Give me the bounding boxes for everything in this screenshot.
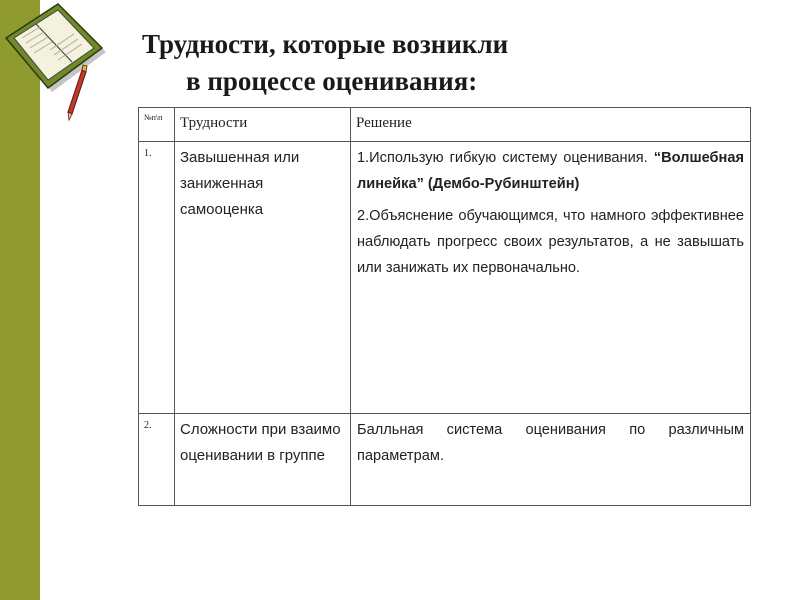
solution-cell <box>351 414 751 506</box>
difficulty-cell: Сложности при взаимо оценивании в группе <box>175 414 351 506</box>
table-row <box>139 414 751 506</box>
title-line-2: в процессе оценивания: <box>186 66 478 96</box>
row-number: 2. <box>139 414 175 506</box>
difficulties-table <box>138 107 751 506</box>
solution-p1-plain: 1.Использую гибкую систему оценивания. <box>357 150 648 166</box>
solution-p1-bold: “Волшебная линейка” (Дембо-Рубинштейн) <box>357 150 744 192</box>
header-solution: Решение <box>351 108 751 142</box>
difficulty-cell: Завышенная или заниженная самооценка <box>175 142 351 414</box>
solution-paragraph: Балльная система оценивания по различным параметрам. <box>357 422 744 464</box>
row-number: 1. <box>139 142 175 414</box>
title-line-1: Трудности, которые возникли <box>142 29 509 59</box>
table-header-row <box>139 108 751 142</box>
solution-paragraph-2: 2.Объяснение обучающимся, что намного эффективнее наблюдать прогресс своих результатов, а не завышать или занижать их первоначально. <box>357 208 744 276</box>
header-difficulties: Трудности <box>175 108 351 142</box>
solution-paragraph-1 <box>357 145 744 197</box>
book-with-pencil-icon <box>2 0 112 122</box>
header-num: №п\п <box>139 108 175 142</box>
slide-title <box>130 26 600 100</box>
solution-cell <box>351 142 751 414</box>
table-row <box>139 142 751 414</box>
